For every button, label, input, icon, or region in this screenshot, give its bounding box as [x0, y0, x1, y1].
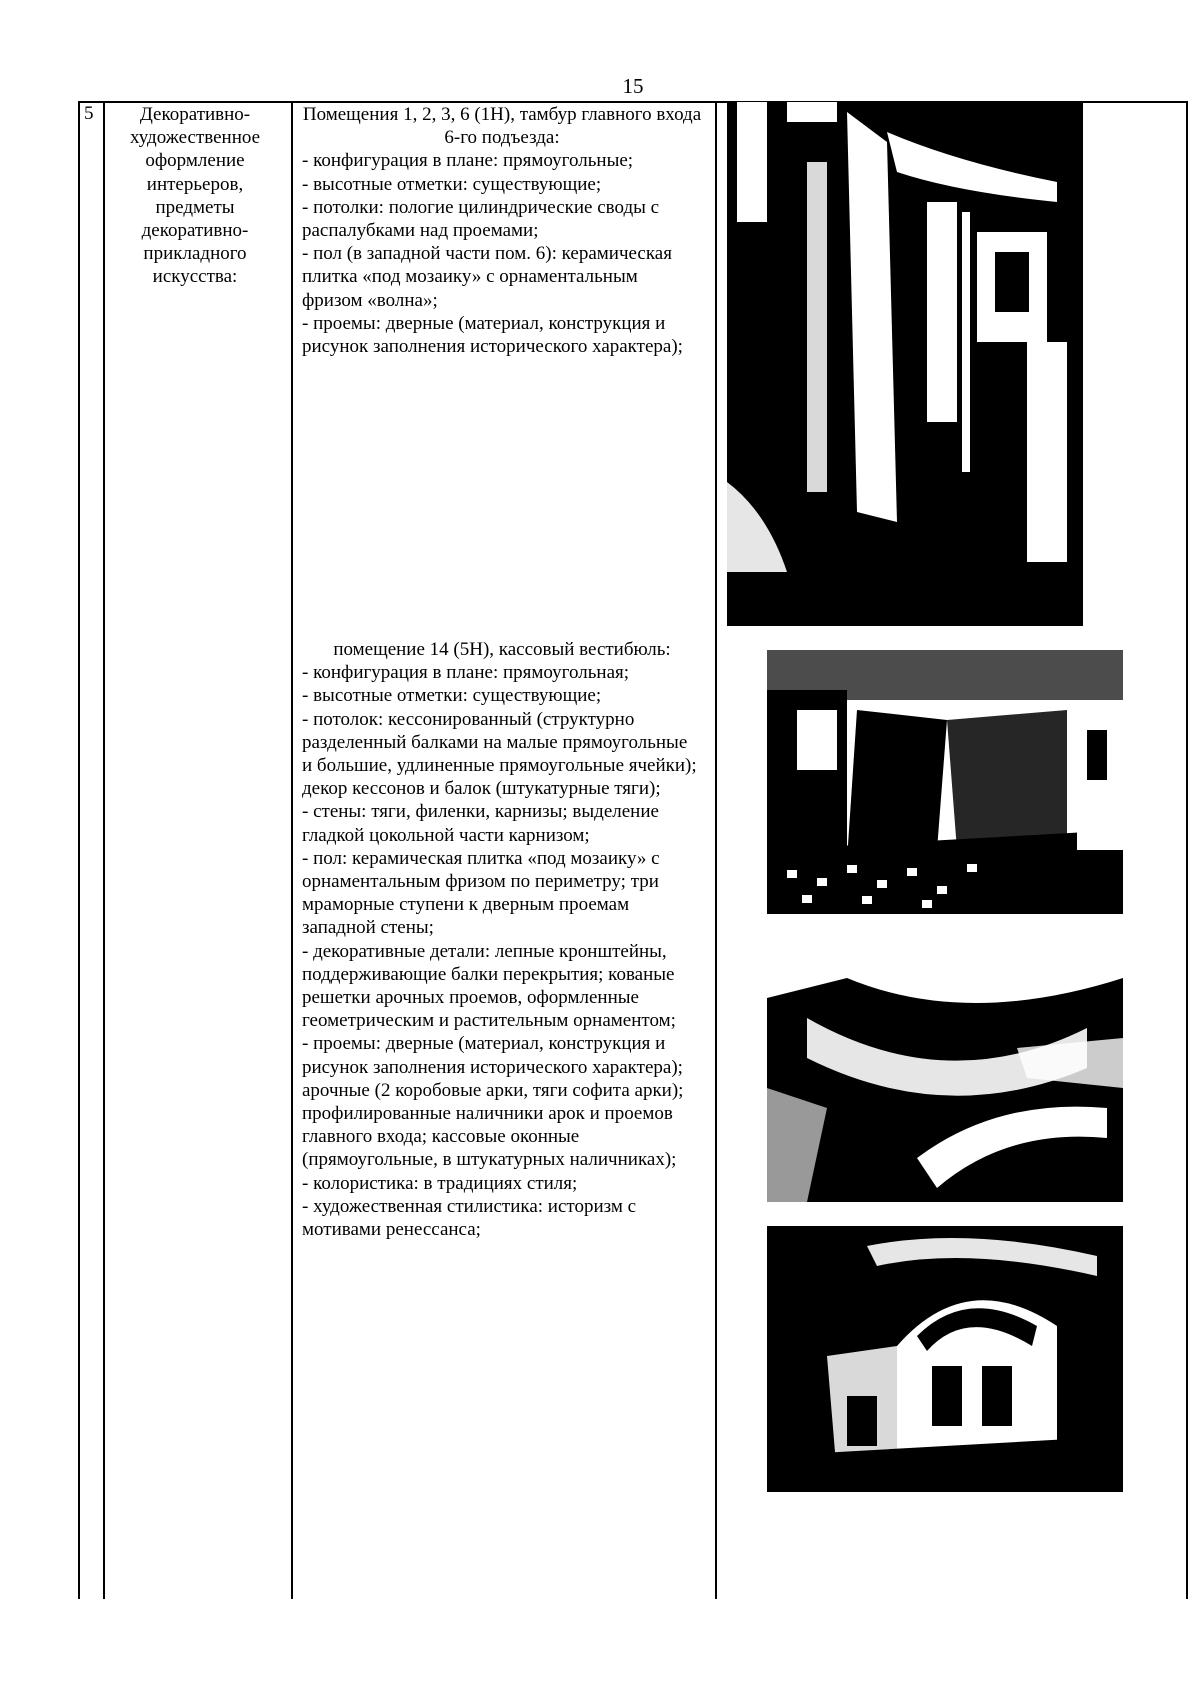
- vestibule-photo: [767, 650, 1123, 914]
- column-divider-3: [715, 101, 717, 1599]
- section2-line: - конфигурация в плане: прямоугольная;: [302, 662, 630, 684]
- section1-line: - пол (в западной части пом. 6): керамическая плитка «под мозаику» с орнаментальным фризом «волна»;: [302, 243, 672, 311]
- section1-line: - высотные отметки: существующие;: [302, 173, 602, 195]
- section2-line: - потолок: кессонированный (структурно разделенный балками на малые прямоугольные и большие, удлиненные прямоугольные ячейки); декор кессонов и балок (штукатурные тяги);: [302, 708, 697, 800]
- section1-line: - потолки: пологие цилиндрические своды с распалубками над проемами;: [302, 196, 660, 242]
- section2-line: - проемы: дверные (материал, конструкция и рисунок заполнения исторического характера); арочные (2 коробовые арки, тяги софита арки); профилированные наличники арок и проемов главного входа; кассовые оконные (прямоугольные, в штукатурных наличниках);: [302, 1033, 684, 1171]
- arched-window-photo: [767, 1226, 1123, 1492]
- section1-text: [302, 103, 702, 358]
- category-cell: Декоративно-художественное оформление интерьеров, предметы декоративно-прикладного искусства:: [129, 104, 261, 288]
- section2-line: - колористика: в традициях стиля;: [302, 1172, 578, 1194]
- section2-line: - декоративные детали: лепные кронштейны, поддерживающие балки перекрытия; кованые решетки арочных проемов, оформленные геометрическим и растительным орнаментом;: [302, 940, 676, 1032]
- table-right-border: [1186, 101, 1188, 1599]
- column-divider-1: [103, 101, 105, 1599]
- section2-line: - стены: тяги, филенки, карнизы; выделение гладкой цокольной части карнизом;: [302, 801, 659, 846]
- section2-heading: помещение 14 (5Н), кассовый вестибюль:: [333, 639, 671, 660]
- section1-line: - проемы: дверные (материал, конструкция и рисунок заполнения исторического характера);: [302, 312, 683, 358]
- corridor-photo: [727, 102, 1083, 626]
- section1-line: - конфигурация в плане: прямоугольные;: [302, 150, 634, 172]
- table-left-border: [78, 101, 80, 1599]
- section2-text: [302, 638, 702, 1241]
- row-number: 5: [84, 103, 94, 124]
- section1-heading: Помещения 1, 2, 3, 6 (1Н), тамбур главного входа 6-го подъезда:: [302, 104, 702, 149]
- section2-line: - пол: керамическая плитка «под мозаику» с орнаментальным фризом по периметру; три мраморные ступени к дверным проемам западной стены;: [302, 847, 660, 939]
- section2-line: - высотные отметки: существующие;: [302, 685, 602, 707]
- column-divider-2: [291, 101, 293, 1599]
- page-number: 15: [622, 74, 644, 98]
- section2-line: - художественная стилистика: историзм с мотивами ренессанса;: [302, 1195, 637, 1241]
- ceiling-photo: [767, 938, 1123, 1202]
